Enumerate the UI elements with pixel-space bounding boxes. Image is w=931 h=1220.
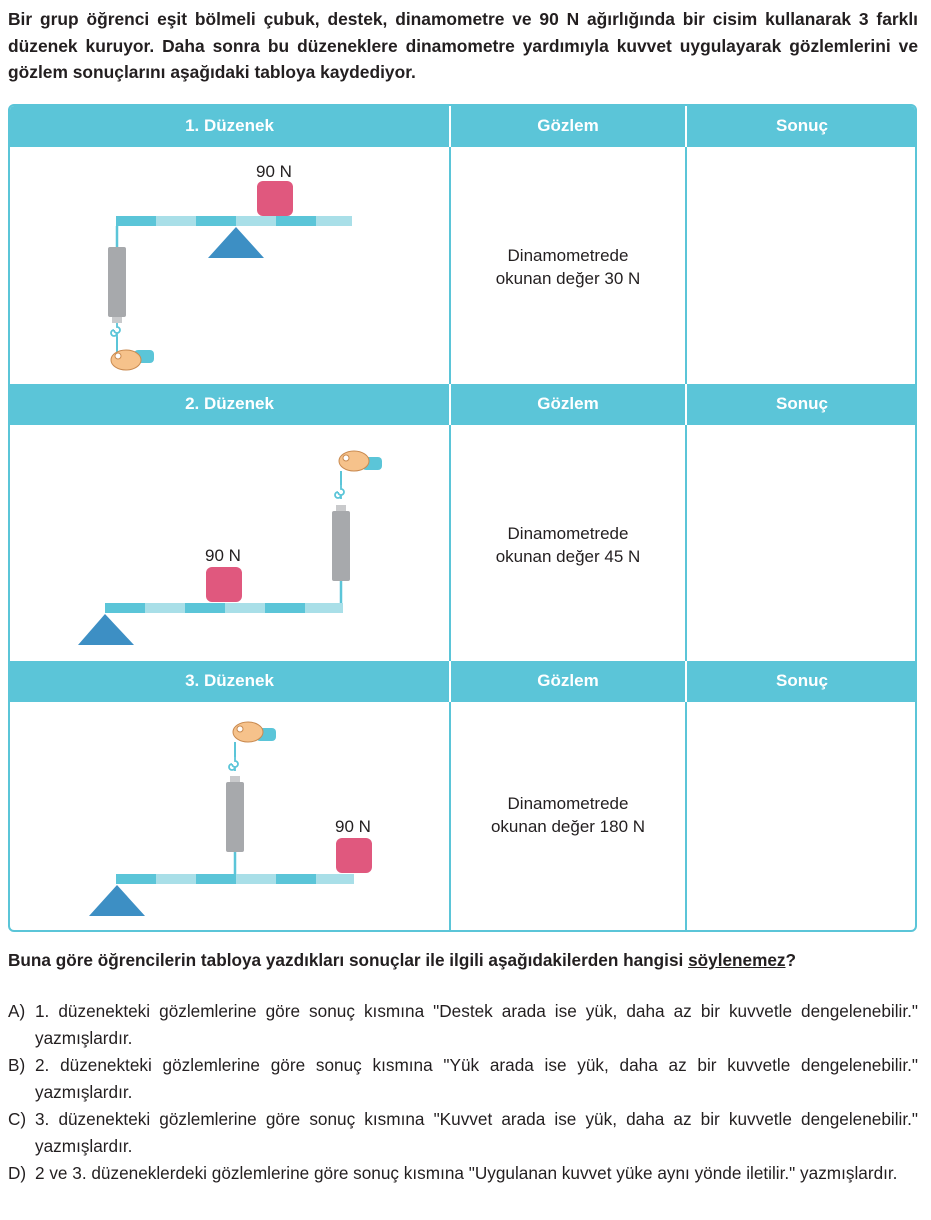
- observation-header: Gözlem: [537, 394, 599, 413]
- option-text: 2 ve 3. düzeneklerdeki gözlemlerine göre sonuç kısmına "Uygulanan kuvvet yüke aynı yönde iletilir." yazmışlardır.: [35, 1163, 898, 1183]
- dynamometer: [332, 471, 350, 607]
- result-header: Sonuç: [776, 116, 828, 135]
- observation-header: Gözlem: [537, 671, 599, 690]
- weight-block: [206, 567, 242, 602]
- observation-1-line1: Dinamometrede: [507, 246, 629, 265]
- option-text: 3. düzenekteki gözlemlerine göre sonuç kısmına "Kuvvet arada ise yük, daha az bir kuvvetle dengelenebilir." yazmışlardır.: [35, 1109, 918, 1156]
- hand-icon: [339, 451, 382, 471]
- fulcrum-support: [78, 614, 134, 645]
- weight-block: [336, 838, 372, 873]
- observation-3: [451, 792, 685, 838]
- header-separator: [685, 661, 687, 702]
- setup-1-label: 1. Düzenek: [185, 116, 274, 135]
- hand-icon: [233, 722, 276, 742]
- result-header: Sonuç: [776, 394, 828, 413]
- question-text: [8, 948, 918, 972]
- hand-icon: [111, 350, 154, 370]
- weight-label: 90 N: [335, 817, 371, 836]
- fulcrum-support: [89, 885, 145, 916]
- lever-rod: [105, 603, 343, 613]
- option-text: 2. düzenekteki gözlemlerine göre sonuç kısmına "Yük arada ise yük, daha az bir kuvvetle dengelenebilir." yazmışlardır.: [35, 1055, 918, 1102]
- setup-3-label: 3. Düzenek: [185, 671, 274, 690]
- lever-rod: [116, 216, 352, 226]
- option-b[interactable]: [8, 1052, 920, 1106]
- header-separator: [449, 384, 451, 425]
- observation-2-line1: Dinamometrede: [507, 524, 629, 543]
- column-divider: [685, 106, 687, 932]
- fulcrum-support: [208, 227, 264, 258]
- header-separator: [685, 106, 687, 147]
- option-letter: C): [8, 1109, 27, 1129]
- observation-1: [451, 244, 685, 290]
- option-c[interactable]: [8, 1106, 920, 1160]
- experiment-table: [8, 104, 917, 932]
- row-2-header: [10, 384, 915, 425]
- option-d[interactable]: [8, 1160, 920, 1214]
- question-keyword: söylenemez: [688, 950, 786, 970]
- observation-2-line2: okunan değer 45 N: [495, 547, 641, 566]
- header-separator: [449, 661, 451, 702]
- weight-label: 90 N: [256, 162, 292, 181]
- header-separator: [449, 106, 451, 147]
- setup-1-diagram: [10, 147, 449, 384]
- observation-2: [451, 522, 685, 568]
- dynamometer: [226, 742, 244, 874]
- header-separator: [685, 384, 687, 425]
- setup-3-diagram: [10, 702, 449, 932]
- row-3-header: [10, 661, 915, 702]
- lever-rod: [116, 874, 354, 884]
- weight-block: [257, 181, 293, 216]
- option-text: 1. düzenekteki gözlemlerine göre sonuç kısmına "Destek arada ise yük, daha az bir kuvvetle dengelenebilir." yazmışlardır.: [35, 1001, 918, 1048]
- setup-2-diagram: [10, 425, 449, 661]
- observation-3-line2: okunan değer 180 N: [490, 817, 646, 836]
- setup-2-label: 2. Düzenek: [185, 394, 274, 413]
- result-header: Sonuç: [776, 671, 828, 690]
- option-a[interactable]: [8, 998, 920, 1052]
- intro-text: Bir grup öğrenci eşit bölmeli çubuk, destek, dinamometre ve 90 N ağırlığında bir cisim kullanarak 3 farklı düzenek kuruyor. Daha sonra bu düzeneklere dinamometre yardımıyla kuvvet uygulayarak gözlemlerini ve gözlem sonuçlarını aşağıdaki tabloya kaydediyor.: [8, 9, 918, 82]
- option-letter: D): [8, 1163, 27, 1183]
- row-1-header: [10, 106, 915, 147]
- dynamometer: [108, 226, 126, 352]
- question-after: ?: [785, 950, 797, 970]
- option-letter: A): [8, 1001, 26, 1021]
- option-letter: B): [8, 1055, 26, 1075]
- question-before: Buna göre öğrencilerin tabloya yazdıkları sonuçlar ile ilgili aşağıdakilerden hangisi: [8, 950, 689, 970]
- observation-3-line1: Dinamometrede: [507, 794, 629, 813]
- weight-label: 90 N: [205, 546, 241, 565]
- observation-header: Gözlem: [537, 116, 599, 135]
- observation-1-line2: okunan değer 30 N: [495, 269, 641, 288]
